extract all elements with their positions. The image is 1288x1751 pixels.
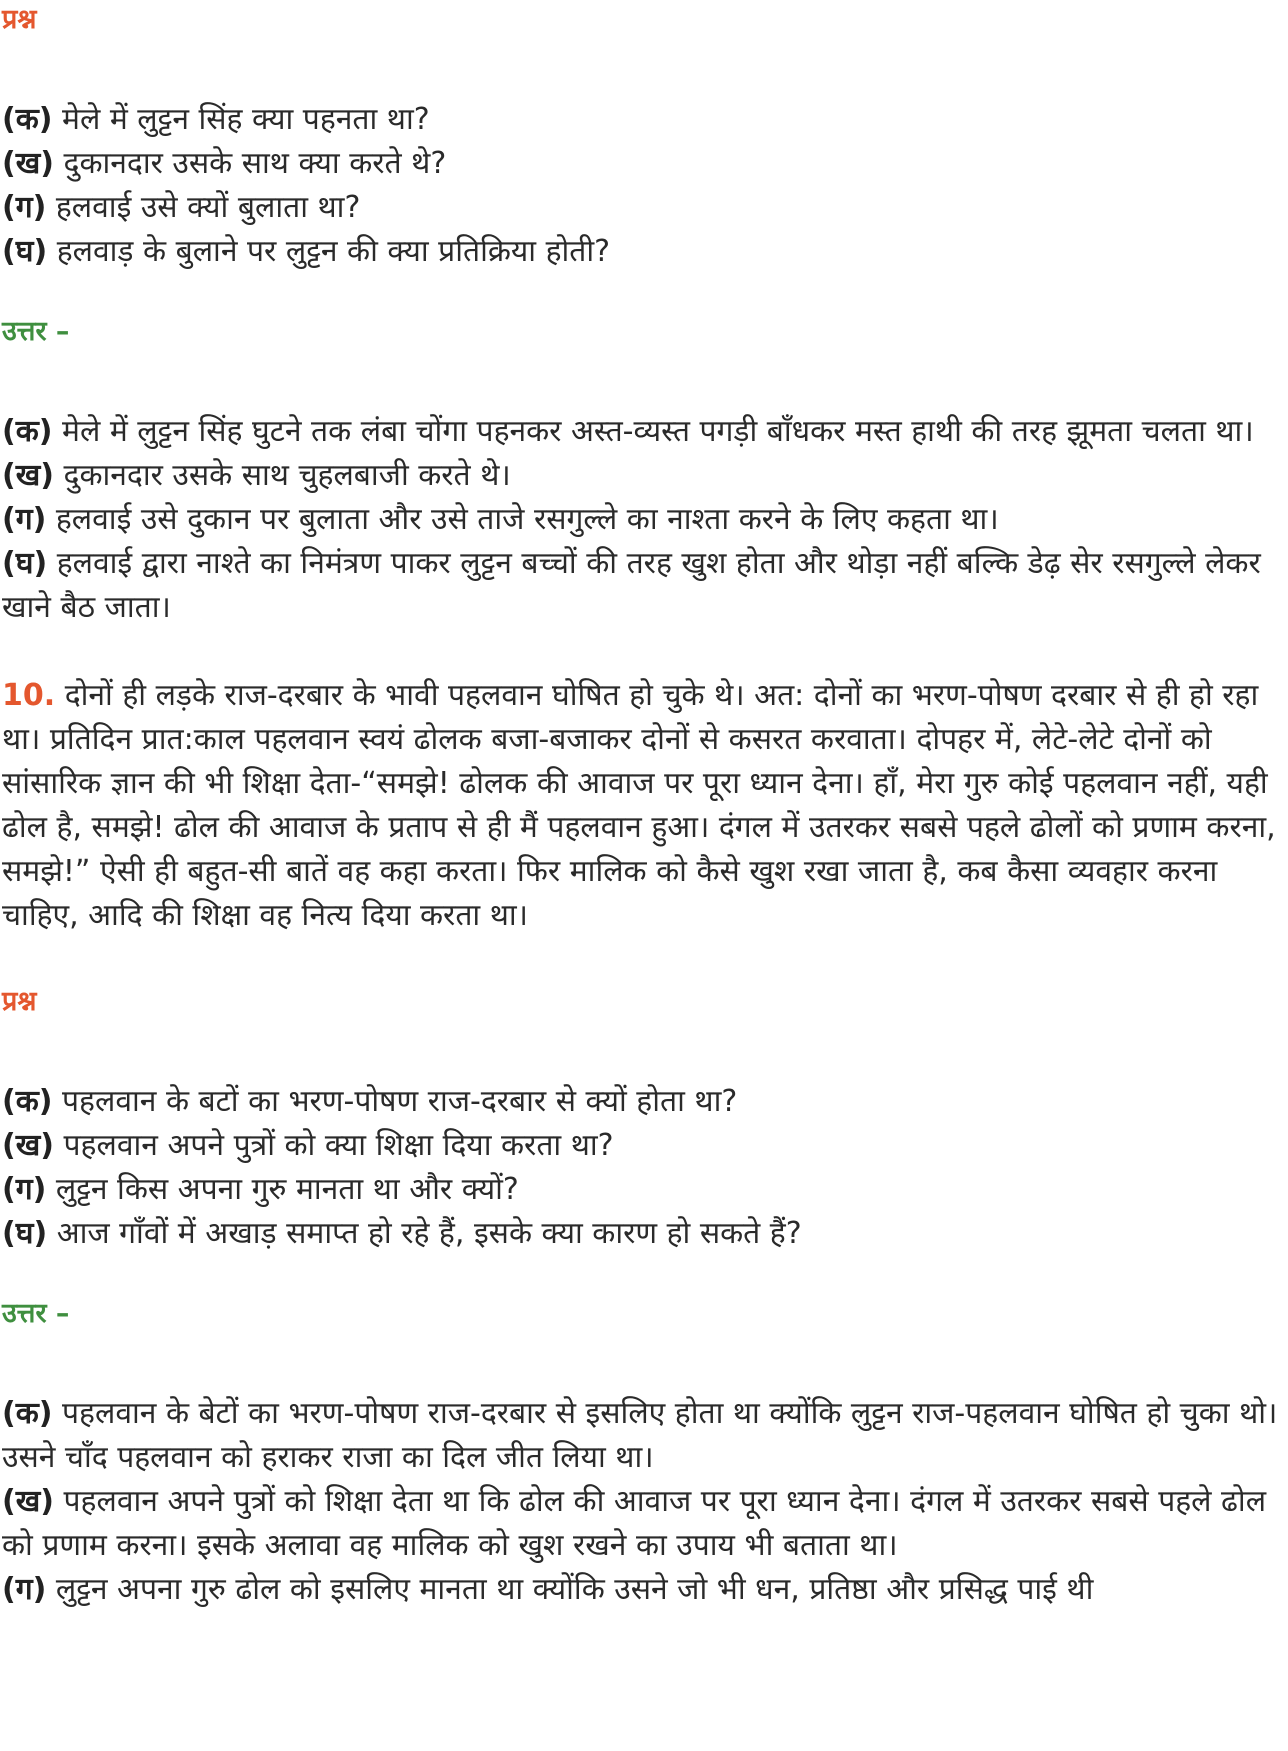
- item-label: (ग): [2, 1172, 47, 1207]
- item-text: दुकानदार उसके साथ चुहलबाजी करते थे।: [63, 458, 511, 493]
- item-text: हलवाड़ के बुलाने पर लुट्टन की क्या प्रतिक्रिया होती?: [56, 234, 611, 269]
- answer-item: [2, 1568, 1282, 1612]
- item-label: (घ): [2, 546, 48, 581]
- passage-paragraph: [2, 674, 1282, 938]
- item-text: पहलवान के बेटों का भरण-पोषण राज-दरबार से इसलिए होता था क्योंकि लुट्टन राज-पहलवान घोषित हो चुका थो। उसने चाँद पहलवान को हराकर राजा का दिल जीत लिया था।: [2, 1396, 1278, 1475]
- item-text: मेले में लुट्टन सिंह घुटने तक लंबा चोंगा पहनकर अस्त-व्यस्त पगड़ी बाँधकर मस्त हाथी की तरह झूमता चलता था।: [62, 414, 1254, 449]
- question-item: [2, 1168, 1288, 1212]
- answer-item: [2, 498, 1282, 542]
- item-text: हलवाई उसे दुकान पर बुलाता और उसे ताजे रसगुल्ले का नाश्ता करने के लिए कहता था।: [55, 502, 999, 537]
- item-text: आज गाँवों में अखाड़ समाप्त हो रहे हैं, इसके क्या कारण हो सकते हैं?: [56, 1216, 802, 1251]
- question-item: [2, 1212, 1288, 1256]
- item-label: (ग): [2, 1572, 47, 1607]
- item-label: (ग): [2, 502, 47, 537]
- answer-heading: उत्तर –: [2, 316, 70, 347]
- question-item: [2, 1080, 1288, 1124]
- item-text: लुट्टन अपना गुरु ढोल को इसलिए मानता था क्योंकि उसने जो भी धन, प्रतिष्ठा और प्रसिद्ध पाई थी: [55, 1572, 1094, 1607]
- item-label: (घ): [2, 1216, 48, 1251]
- item-text: पहलवान के बटों का भरण-पोषण राज-दरबार से क्यों होता था?: [62, 1084, 738, 1119]
- answer-item: [2, 542, 1282, 630]
- item-text: हलवाई द्वारा नाश्ते का निमंत्रण पाकर लुट्टन बच्चों की तरह खुश होता और थोड़ा नहीं बल्कि डेढ़ सेर रसगुल्ले लेकर खाने बैठ जाता।: [2, 546, 1261, 625]
- item-text: मेले में लुट्टन सिंह क्या पहनता था?: [62, 102, 430, 137]
- item-label: (क): [2, 1084, 53, 1119]
- answer-item: [2, 410, 1282, 454]
- question-heading: प्रश्न: [2, 986, 37, 1017]
- answer-heading: उत्तर –: [2, 1298, 70, 1329]
- item-label: (क): [2, 1396, 53, 1431]
- item-label: (ग): [2, 190, 47, 225]
- answer-item: [2, 454, 1282, 498]
- item-label: (क): [2, 102, 53, 137]
- item-text: दुकानदार उसके साथ क्या करते थे?: [63, 146, 447, 181]
- answer-item: [2, 1392, 1282, 1480]
- passage-text: दोनों ही लड़के राज-दरबार के भावी पहलवान घोषित हो चुके थे। अत: दोनों का भरण-पोषण दरबार से ही हो रहा था। प्रतिदिन प्रात:काल पहलवान स्वयं ढोलक बजा-बजाकर दोनों से कसरत करवाता। दोपहर में, लेटे-लेटे दोनों को सांसारिक ज्ञान की भी शिक्षा देता-“समझे! ढोलक की आवाज पर पूरा ध्यान देना। हाँ, मेरा गुरु कोई पहलवान नहीं, यही ढोल है, समझे! ढोल की आवाज के प्रताप से ही मैं पहलवान हुआ। दंगल में उतरकर सबसे पहले ढोलों को प्रणाम करना, समझे!” ऐसी ही बहुत-सी बातें वह कहा करता। फिर मालिक को कैसे खुश रखा जाता है, कब कैसा व्यवहार करना चाहिए, आदि की शिक्षा वह नित्य दिया करता था।: [2, 678, 1276, 933]
- question-heading: प्रश्न: [2, 4, 37, 35]
- question-item: [2, 186, 1288, 230]
- item-label: (घ): [2, 234, 48, 269]
- item-label: (ख): [2, 458, 54, 493]
- item-label: (ख): [2, 146, 54, 181]
- item-label: (क): [2, 414, 53, 449]
- item-text: हलवाई उसे क्यों बुलाता था?: [55, 190, 361, 225]
- question-item: [2, 230, 1288, 274]
- item-label: (ख): [2, 1128, 54, 1163]
- question-item: [2, 98, 1288, 142]
- question-item: [2, 142, 1288, 186]
- question-item: [2, 1124, 1288, 1168]
- answer-item: [2, 1480, 1282, 1568]
- item-text: पहलवान अपने पुत्रों को शिक्षा देता था कि ढोल की आवाज पर पूरा ध्यान देना। दंगल में उतरकर सबसे पहले ढोल को प्रणाम करना। इसके अलावा वह मालिक को खुश रखने का उपाय भी बताता था।: [2, 1484, 1267, 1563]
- passage-number: 10.: [2, 678, 56, 713]
- item-text: लुट्टन किस अपना गुरु मानता था और क्यों?: [55, 1172, 519, 1207]
- item-label: (ख): [2, 1484, 54, 1519]
- item-text: पहलवान अपने पुत्रों को क्या शिक्षा दिया करता था?: [63, 1128, 614, 1163]
